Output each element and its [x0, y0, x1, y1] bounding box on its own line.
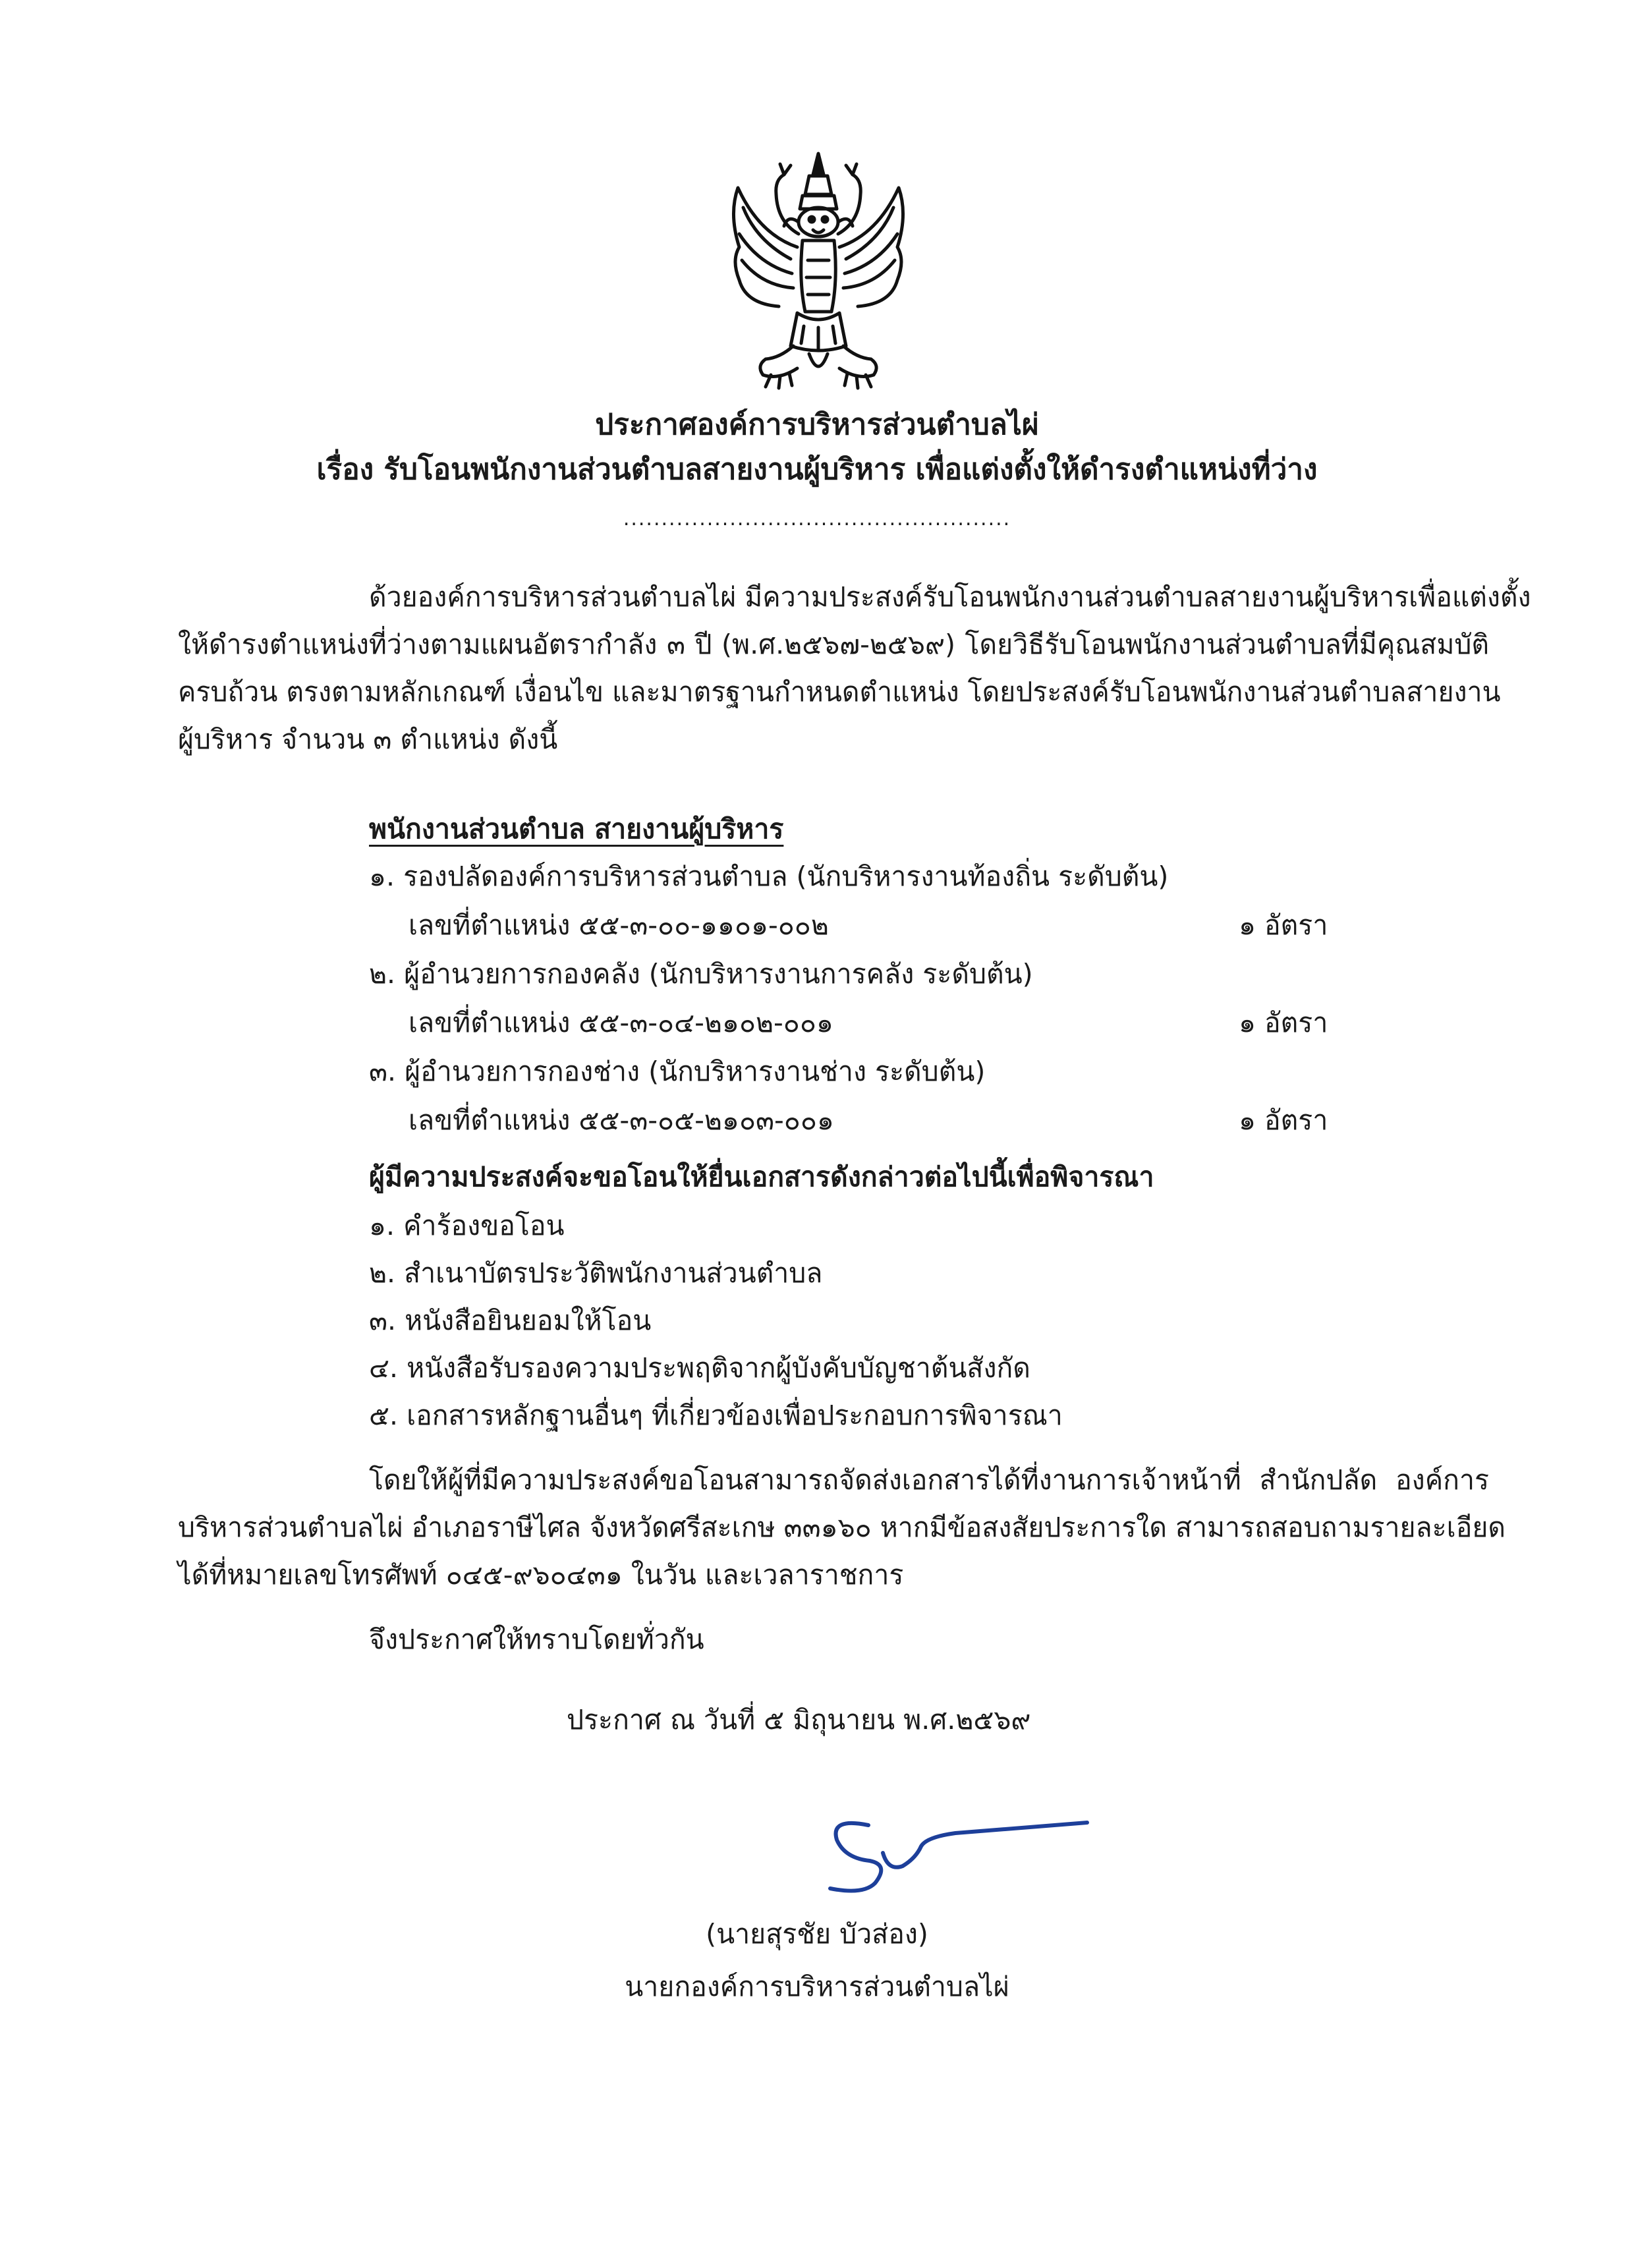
position-title: ๓. ผู้อำนวยการกองช่าง (นักบริหารงานช่าง ระดับต้น)	[369, 1056, 986, 1087]
position-quota: ๑ อัตรา	[1239, 909, 1328, 941]
position-quota: ๑ อัตรา	[1239, 1007, 1328, 1038]
signature-icon	[810, 1805, 1100, 1904]
document-item: ๔. หนังสือรับรองความประพฤติจากผู้บังคับบัญชาต้นสังกัด	[369, 1352, 1030, 1384]
submission-paragraph	[178, 1456, 1506, 1599]
positions-heading: พนักงานส่วนตำบล สายงานผู้บริหาร	[369, 813, 784, 845]
document-item: ๓. หนังสือยินยอมให้โอน	[369, 1305, 652, 1336]
document-item: ๒. สำเนาบัตรประวัติพนักงานส่วนตำบล	[369, 1257, 823, 1289]
subject-line: เรื่อง รับโอนพนักงานส่วนตำบลสายงานผู้บริหาร เพื่อแต่งตั้งให้ดำรงตำแหน่งที่ว่าง	[316, 453, 1318, 486]
intro-line: ให้ดำรงตำแหน่งที่ว่างตามแผนอัตรากำลัง ๓ ปี (พ.ศ.๒๕๖๗-๒๕๖๙) โดยวิธีรับโอนพนักงานส่วนตำบลที่มีคุณสมบัติ	[178, 629, 1489, 660]
page-title: ประกาศองค์การบริหารส่วนตำบลไผ่	[595, 408, 1039, 441]
position-number: เลขที่ตำแหน่ง ๕๕-๓-๐๐-๑๑๐๑-๐๐๒	[408, 909, 829, 941]
intro-paragraph	[178, 573, 1531, 763]
position-quota: ๑ อัตรา	[1239, 1104, 1328, 1136]
document-item: ๑. คำร้องขอโอน	[369, 1210, 565, 1241]
closing-line: จึงประกาศให้ทราบโดยทั่วกัน	[369, 1624, 704, 1655]
submission-line: บริหารส่วนตำบลไผ่ อำเภอราษีไศล จังหวัดศรีสะเกษ ๓๓๑๖๐ หากมีข้อสงสัยประการใด สามารถสอบถามรายละเอียด	[178, 1512, 1506, 1543]
date-line: ประกาศ ณ วันที่ ๕ มิถุนายน พ.ศ.๒๕๖๙	[567, 1704, 1031, 1736]
intro-line: ผู้บริหาร จำนวน ๓ ตำแหน่ง ดังนี้	[178, 723, 558, 755]
separator-dots: ...................................................	[623, 507, 1011, 530]
documents-heading: ผู้มีความประสงค์จะขอโอนให้ยื่นเอกสารดังกล่าวต่อไปนี้เพื่อพิจารณา	[369, 1161, 1154, 1193]
position-number: เลขที่ตำแหน่ง ๕๕-๓-๐๕-๒๑๐๓-๐๐๑	[408, 1104, 834, 1136]
position-number: เลขที่ตำแหน่ง ๕๕-๓-๐๔-๒๑๐๒-๐๐๑	[408, 1007, 833, 1038]
position-title: ๑. รองปลัดองค์การบริหารส่วนตำบล (นักบริหารงานท้องถิ่น ระดับต้น)	[369, 861, 1169, 892]
submission-line: ได้ที่หมายเลขโทรศัพท์ ๐๔๕-๙๖๐๔๓๑ ในวัน และเวลาราชการ	[178, 1559, 904, 1591]
position-title: ๒. ผู้อำนวยการกองคลัง (นักบริหารงานการคลัง ระดับต้น)	[369, 958, 1033, 990]
submission-line: โดยให้ผู้ที่มีความประสงค์ขอโอนสามารถจัดส่งเอกสารได้ที่งานการเจ้าหน้าที่ สำนักปลัด องค์การ	[369, 1464, 1489, 1496]
intro-line: ด้วยองค์การบริหารส่วนตำบลไผ่ มีความประสงค์รับโอนพนักงานส่วนตำบลสายงานผู้บริหารเพื่อแต่งตั้ง	[369, 581, 1531, 613]
document-item: ๕. เอกสารหลักฐานอื่นๆ ที่เกี่ยวข้องเพื่อประกอบการพิจารณา	[369, 1400, 1063, 1431]
garuda-emblem-icon	[719, 148, 917, 392]
signatory-position: นายกองค์การบริหารส่วนตำบลไผ่	[625, 1971, 1009, 2002]
signatory-name: (นายสุรชัย บัวส่อง)	[706, 1918, 928, 1950]
intro-line: ครบถ้วน ตรงตามหลักเกณฑ์ เงื่อนไข และมาตรฐานกำหนดตำแหน่ง โดยประสงค์รับโอนพนักงานส่วนตำบลสายงาน	[178, 676, 1501, 708]
